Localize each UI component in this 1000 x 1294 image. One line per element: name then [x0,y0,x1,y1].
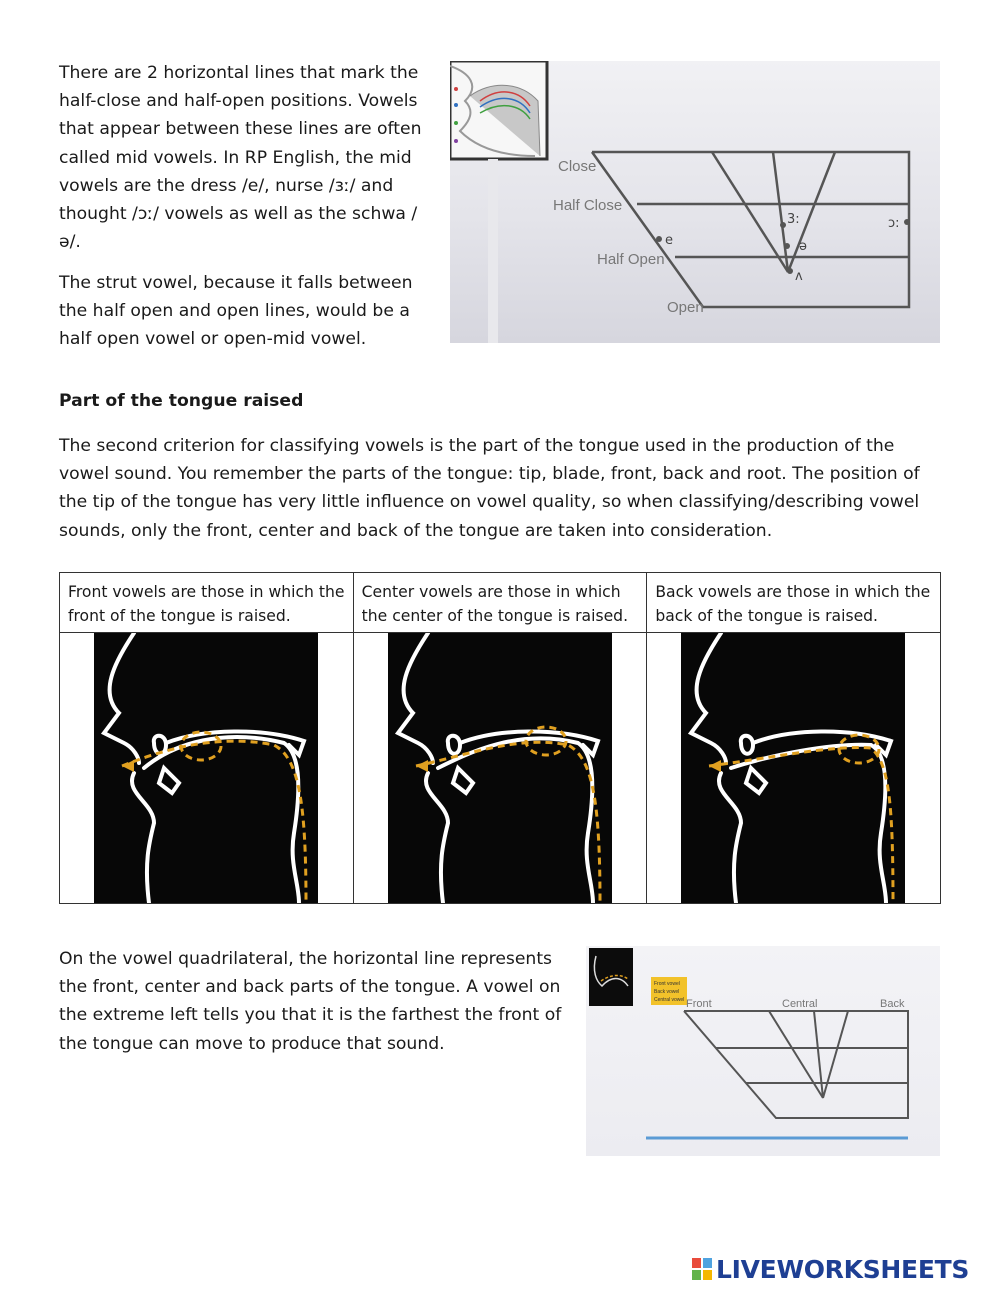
vowel-backness-diagram-svg [586,946,940,1156]
symbol-thought: ɔ: [888,216,900,231]
symbol-nurse: 3: [787,212,800,227]
vowel-height-diagram [450,61,940,343]
quadrilateral [592,152,909,307]
legend-back: Back vowel [654,989,680,995]
table-cell [647,573,941,633]
symbol-schwa: ə [799,239,807,254]
label-half-open: Half Open [597,251,665,268]
label-front: Front [686,998,712,1010]
front-vowel-description: Front vowels are those in which the front of the tongue is raised. [68,583,345,625]
strut-paragraph: The strut vowel, because it falls between the half open and open lines, would be a half open vowel or open-mid vowel. [59,273,413,350]
table-cell [647,633,941,904]
table-row [60,633,941,904]
front-tongue-image [94,633,318,903]
quadrilateral [684,1011,908,1118]
label-close: Close [558,158,597,175]
symbol-strut: ʌ [795,269,803,284]
criterion-paragraph: The second criterion for classifying vowels is the part of the tongue used in the production of the vowel sound. You remember the parts of the tongue: tip, blade, front, back and root. The position of the tip of the tongue has very little influence on vowel quality, so when classifying/describing vowel sounds, only the front, center and back of the tongue are taken into consideration. [59,436,920,541]
section-heading: Part of the tongue raised [59,391,304,411]
liveworksheets-logo [692,1254,969,1284]
back-tongue-image [681,633,905,903]
table-row [60,573,941,633]
table-cell [60,633,354,904]
vowel-backness-diagram [586,946,940,1156]
airflow-path [709,748,893,903]
table-cell [353,633,647,904]
back-vowel-description: Back vowels are those in which the back of the tongue is raised. [655,583,931,625]
label-open: Open [667,299,704,316]
logo-text: LIVEWORKSHEETS [716,1254,970,1284]
front-back-paragraph: On the vowel quadrilateral, the horizontal line represents the front, center and back parts of the tongue. A vowel on the extreme left tells you that it is the farthest the front of the tongue can move to produce that sound. [59,949,562,1054]
center-vowel-description: Center vowels are those in which the center of the tongue is raised. [361,583,629,625]
table-cell [353,573,647,633]
symbol-e: e [665,233,673,248]
legend-central: Central vowel [654,997,685,1003]
table-cell [60,573,354,633]
label-half-close: Half Close [553,197,623,214]
frame-bar [488,159,498,343]
vowel-height-diagram-svg [450,61,940,343]
center-tongue-image [388,633,612,903]
label-back: Back [880,998,905,1010]
legend-front: Front vowel [654,981,680,987]
intro-paragraph: There are 2 horizontal lines that mark the half-close and half-open positions. Vowels that appear between these lines are often called mid vowels. In RP English, the mid vowels are the dress /e/, nurse /ɜː/ and thought /ɔː/ vowels as well as the schwa /ə/. [59,63,422,253]
logo-icon [692,1258,712,1280]
label-central: Central [782,998,818,1010]
tongue-position-table [59,572,941,904]
